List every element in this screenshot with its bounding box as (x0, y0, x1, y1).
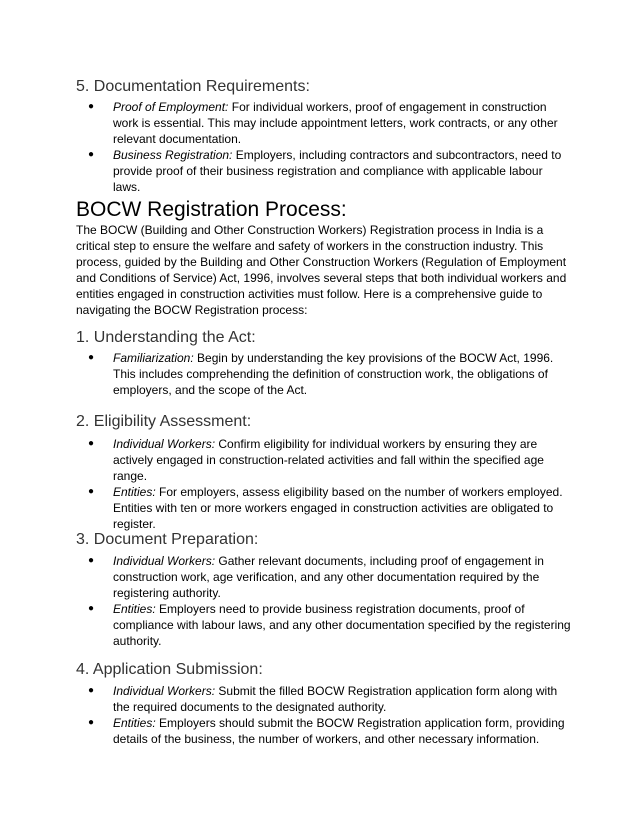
section-heading-application-submission: 4. Application Submission: (76, 661, 263, 678)
list-item-text: Employers, including contractors and subcontractors, need to provide proof of their business registration and compliance with applicable labour laws. (113, 148, 562, 194)
list-item-term: Familiarization: (113, 351, 194, 365)
list-item-term: Entities: (113, 716, 156, 730)
list-item-term: Proof of Employment: (113, 100, 229, 114)
bullet-icon: ● (88, 486, 95, 497)
list-item (76, 99, 572, 147)
list-item-term: Entities: (113, 485, 156, 499)
bullet-list-application-submission (76, 683, 572, 747)
list-item-text: Confirm eligibility for individual workers by ensuring they are actively engaged in construction-related activities and fall within the specified age range. (113, 437, 544, 483)
list-item-text: Employers should submit the BOCW Registration application form, providing details of the business, the number of workers, and other necessary information. (113, 716, 565, 746)
section-heading-documentation-requirements: 5. Documentation Requirements: (76, 78, 310, 95)
list-item-text: For employers, assess eligibility based on the number of workers employed. Entities with ten or more workers engaged in construction activities are obligated to register. (113, 485, 563, 531)
bullet-icon: ● (88, 685, 95, 696)
list-item-text: Begin by understanding the key provisions of the BOCW Act, 1996. This includes comprehending the definition of construction work, the obligations of employers, and the scope of the Act. (113, 351, 554, 397)
list-item (76, 715, 572, 747)
list-item (76, 683, 572, 715)
bullet-icon: ● (88, 603, 95, 614)
bullet-icon: ● (88, 149, 95, 160)
list-item-text: Gather relevant documents, including proof of engagement in construction work, age verification, and any other documentation required by the registering authority. (113, 554, 544, 600)
list-item (76, 553, 572, 601)
bullet-list-eligibility-assessment (76, 436, 572, 532)
bullet-icon: ● (88, 352, 95, 363)
section-heading-eligibility-assessment: 2. Eligibility Assessment: (76, 413, 252, 430)
list-item-text: For individual workers, proof of engagement in construction work is essential. This may include appointment letters, work contracts, or any other relevant documentation. (113, 100, 558, 146)
list-item-term: Business Registration: (113, 148, 233, 162)
bullet-icon: ● (88, 717, 95, 728)
bullet-icon: ● (88, 555, 95, 566)
section-heading-understanding-the-act: 1. Understanding the Act: (76, 329, 256, 346)
list-item-term: Individual Workers: (113, 554, 216, 568)
list-item (76, 484, 572, 532)
list-item-term: Individual Workers: (113, 437, 216, 451)
bullet-icon: ● (88, 438, 95, 449)
bullet-list-document-preparation (76, 553, 572, 649)
bullet-list-understanding-the-act (76, 350, 572, 398)
list-item (76, 147, 572, 195)
list-item-term: Entities: (113, 602, 156, 616)
list-item (76, 350, 572, 398)
section-heading-document-preparation: 3. Document Preparation: (76, 531, 259, 548)
page-title: BOCW Registration Process: (76, 198, 347, 221)
list-item (76, 601, 572, 649)
list-item (76, 436, 572, 484)
intro-paragraph: The BOCW (Building and Other Construction Workers) Registration process in India is a critical step to ensure the welfare and safety of workers in the construction industry. This process, guided by the Building and Other Construction Workers (Regulation of Employment and Conditions of Service) Act, 1996, involves several steps that both individual workers and entities engaged in construction activities must follow. Here is a comprehensive guide to navigating the BOCW Registration process: (76, 223, 567, 317)
list-item-text: Submit the filled BOCW Registration application form along with the required documents to the designated authority. (113, 684, 558, 714)
list-item-term: Individual Workers: (113, 684, 216, 698)
list-item-text: Employers need to provide business registration documents, proof of compliance with labour laws, and any other documentation specified by the registering authority. (113, 602, 571, 648)
bullet-icon: ● (88, 101, 95, 112)
bullet-list-documentation-requirements (76, 99, 572, 195)
